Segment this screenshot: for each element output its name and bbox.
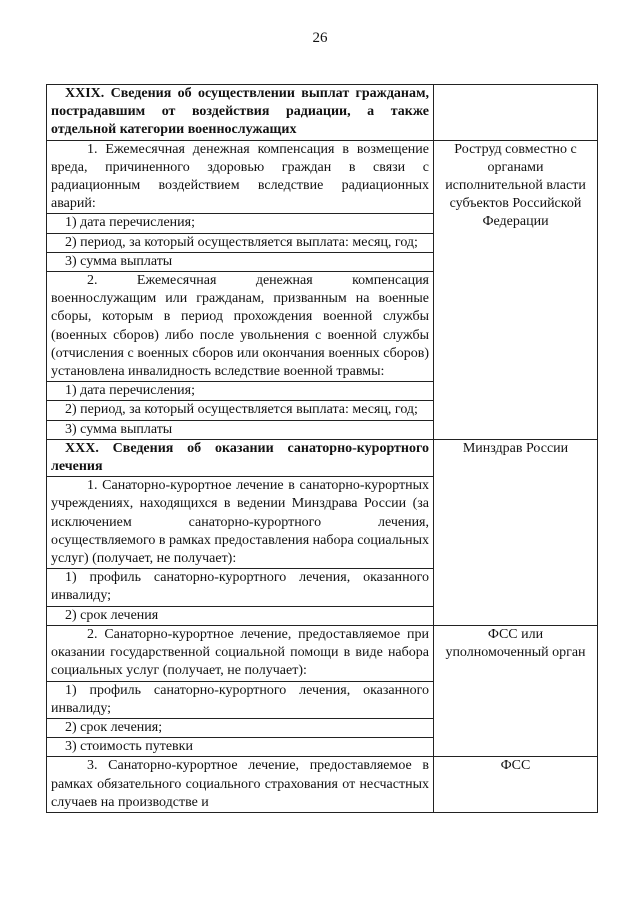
responsible-cell xyxy=(434,85,598,141)
subitem: 3) сумма выплаты xyxy=(47,252,434,271)
section-heading: XXIX. Сведения об осуществлении выплат гражданам, пострадавшим от воздействия радиации, а также отдельной категории военнослужащих xyxy=(47,85,434,141)
subitem: 2) период, за который осуществляется выплата: месяц, год; xyxy=(47,401,434,420)
subitem: 3) стоимость путевки xyxy=(47,738,434,757)
responsible-cell: Минздрав России xyxy=(434,439,598,625)
table-row xyxy=(47,757,598,813)
page-number: 26 xyxy=(312,30,328,46)
section-heading: XXX. Сведения об оказании санаторно-курортного лечения xyxy=(47,439,434,476)
data-table xyxy=(46,84,598,813)
item-title: 1. Ежемесячная денежная компенсация в возмещение вреда, причиненного здоровью граждан в связи с радиационным воздействием вследствие радиационных аварий: xyxy=(47,140,434,214)
item-title: 1. Санаторно-курортное лечение в санаторно-курортных учреждениях, находящихся в ведении Минздрава России (за исключением санаторно-курортного лечения, осуществляемого в рамках предоставления набора социальных услуг) (получает, не получает): xyxy=(47,477,434,569)
subitem: 1) профиль санаторно-курортного лечения, оказанного инвалиду; xyxy=(47,681,434,718)
subitem: 1) дата перечисления; xyxy=(47,214,434,233)
responsible-cell: ФСС или уполномоченный орган xyxy=(434,625,598,756)
subitem: 2) срок лечения xyxy=(47,606,434,625)
table-row xyxy=(47,140,598,214)
section-heading-row xyxy=(47,439,598,476)
subitem: 1) профиль санаторно-курортного лечения, оказанного инвалиду; xyxy=(47,569,434,606)
item-title: 3. Санаторно-курортное лечение, предоставляемое в рамках обязательного социального страхования от несчастных случаев на производстве и xyxy=(47,757,434,813)
responsible-cell: ФСС xyxy=(434,757,598,813)
responsible-cell: Роструд совместно с органами исполнительной власти субъектов Российской Федерации xyxy=(434,140,598,439)
subitem: 2) срок лечения; xyxy=(47,718,434,737)
subitem: 1) дата перечисления; xyxy=(47,382,434,401)
table-row xyxy=(47,625,598,681)
item-title: 2. Санаторно-курортное лечение, предоставляемое при оказании государственной социальной помощи в виде набора социальных услуг (получает, не получает): xyxy=(47,625,434,681)
subitem: 3) сумма выплаты xyxy=(47,420,434,439)
item-title: 2. Ежемесячная денежная компенсация военнослужащим или гражданам, призванным на военные сборы, которым в период прохождения военной службы (военных сборов) либо после увольнения с военной службы (отчисления с военных сборов или окончания военных сборов) установлена инвалидность вследствие военной травмы: xyxy=(47,272,434,382)
section-heading-row xyxy=(47,85,598,141)
subitem: 2) период, за который осуществляется выплата: месяц, год; xyxy=(47,233,434,252)
